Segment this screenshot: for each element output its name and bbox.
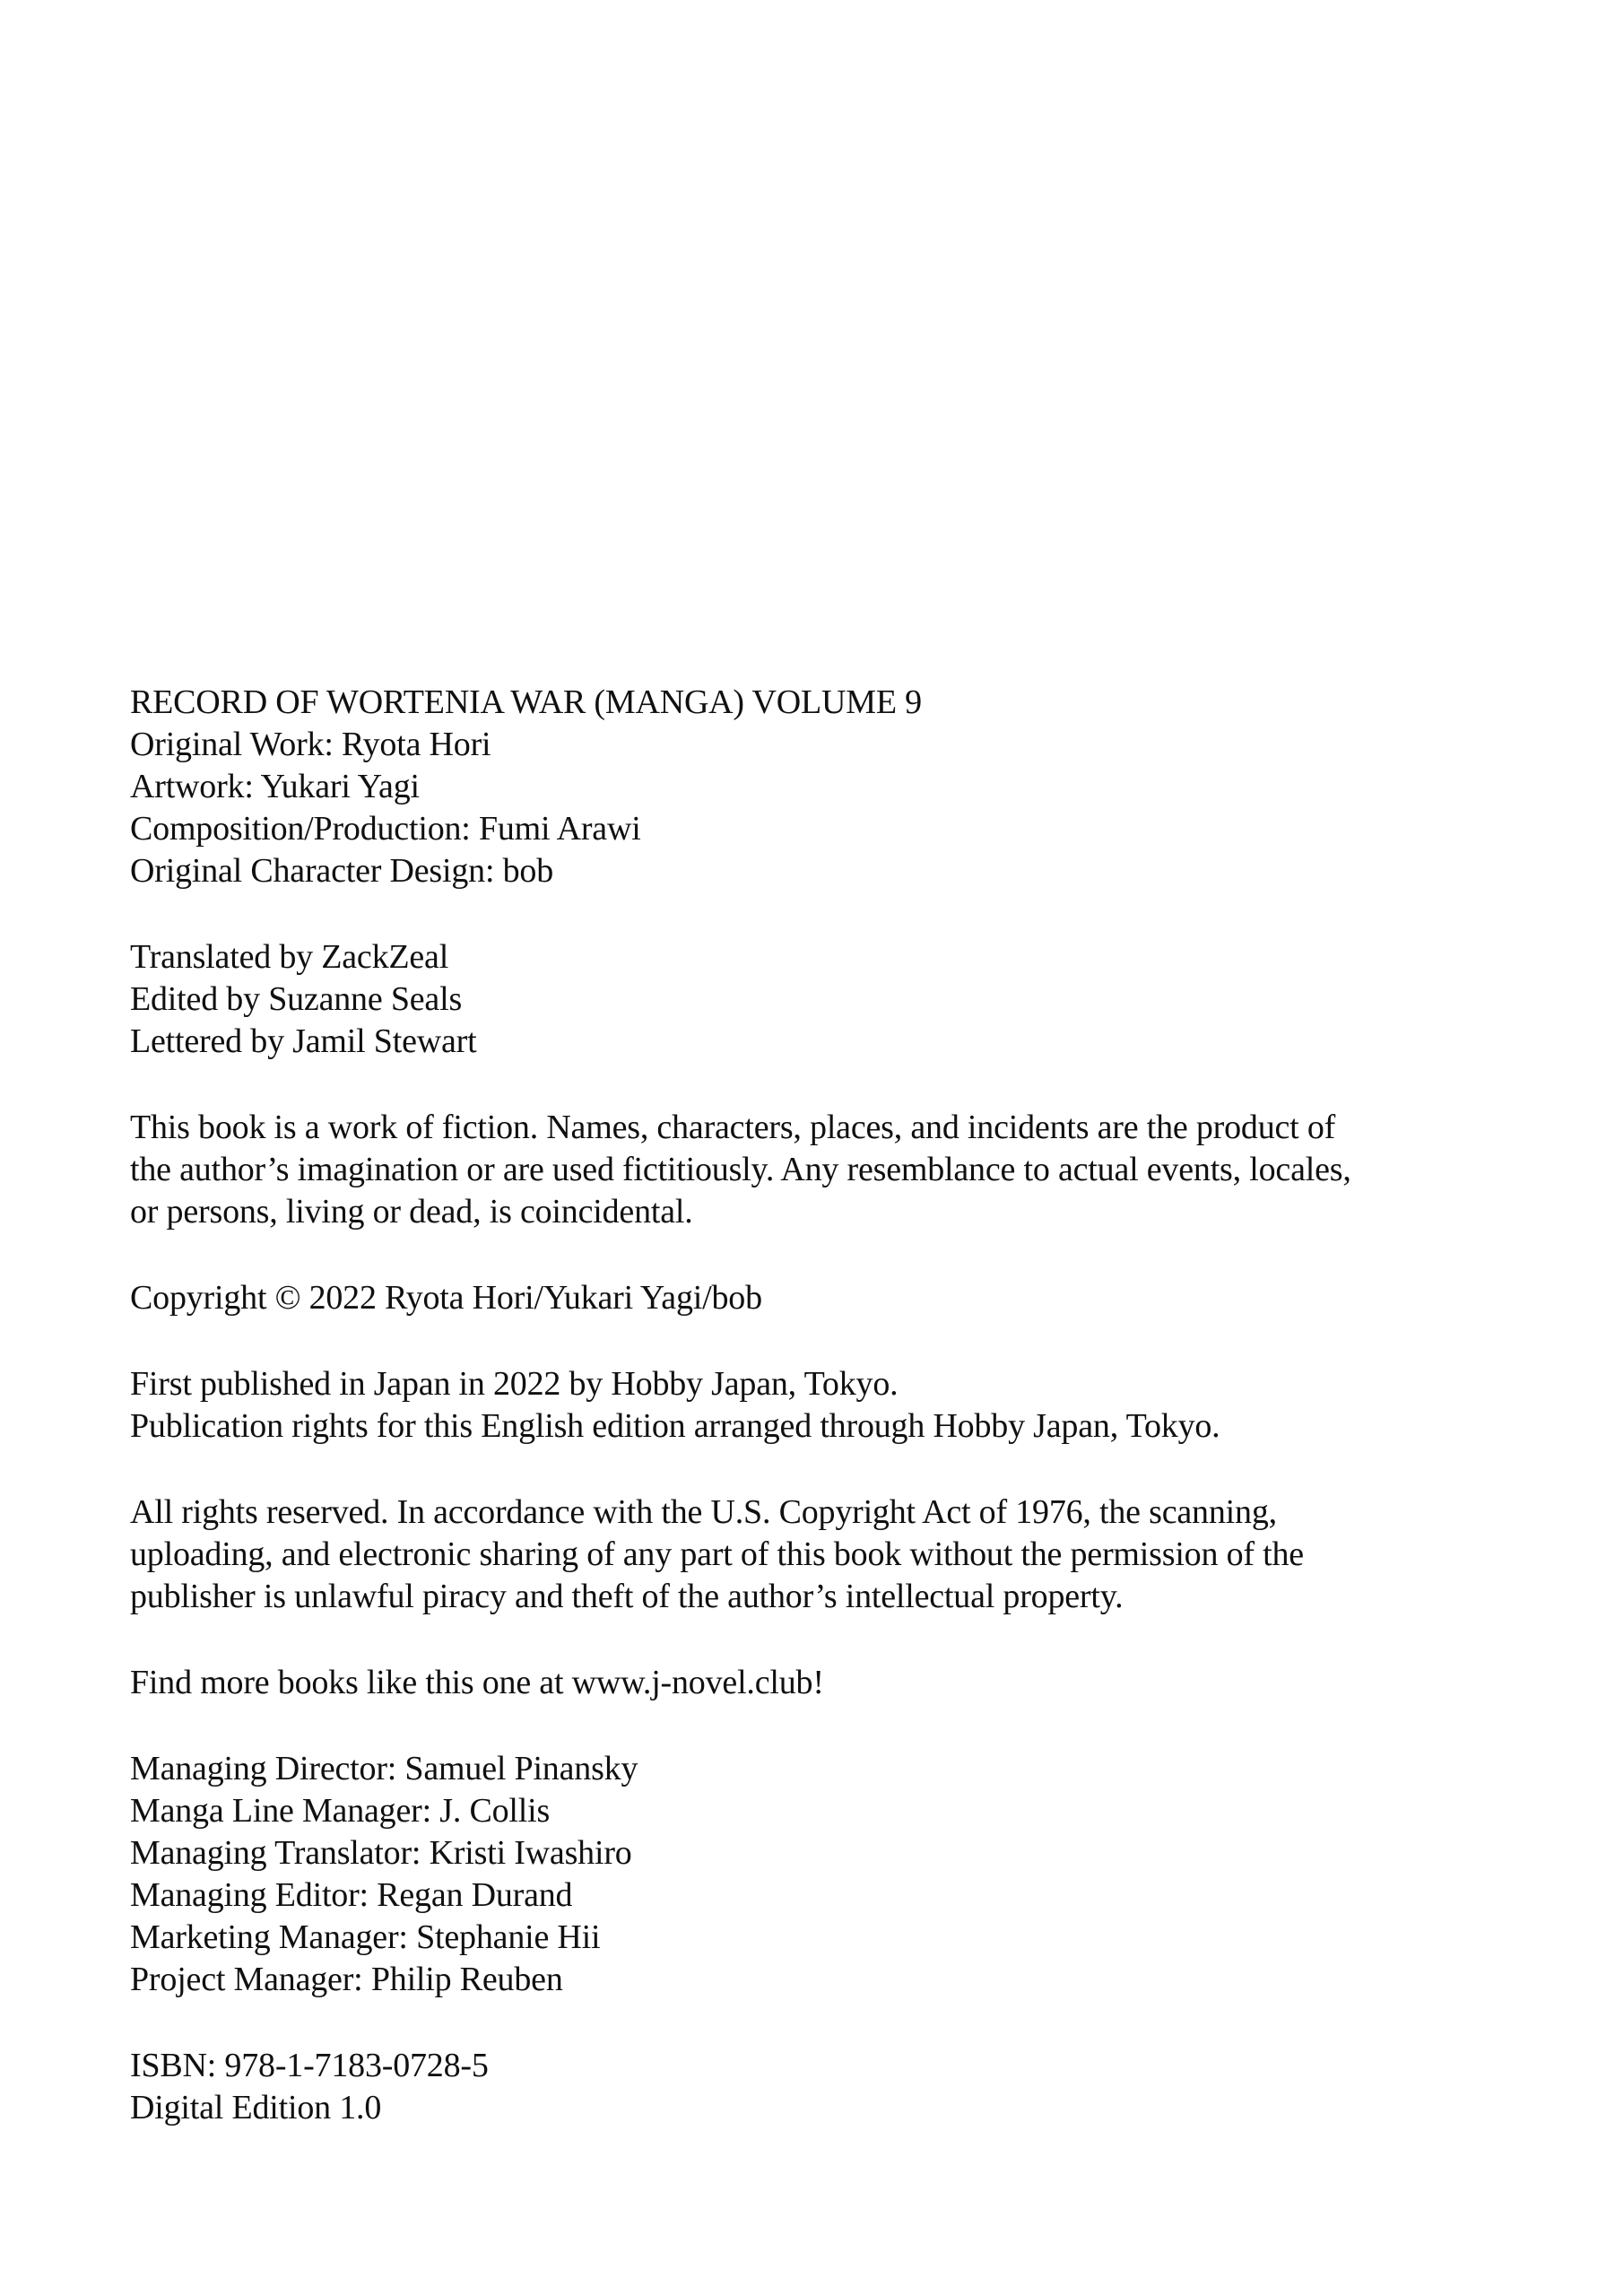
copyright-notice: Copyright © 2022 Ryota Hori/Yukari Yagi/bob	[130, 1279, 762, 1317]
colophon-text-block	[130, 682, 1529, 2129]
letterer-credit: Lettered by Jamil Stewart	[130, 1022, 477, 1060]
rights-reserved-line-1: All rights reserved. In accordance with the U.S. Copyright Act of 1976, the scanning,	[130, 1493, 1277, 1531]
fiction-disclaimer-line-2: the author’s imagination or are used fictitiously. Any resemblance to actual events, locales,	[130, 1151, 1351, 1188]
section-publication	[130, 1363, 1529, 1448]
rights-reserved-line-2: uploading, and electronic sharing of any part of this book without the permission of the	[130, 1535, 1304, 1573]
character-design-credit: Original Character Design: bob	[130, 852, 554, 890]
section-edition-info	[130, 2045, 1529, 2129]
section-localization-staff	[130, 936, 1529, 1063]
section-promo	[130, 1662, 1529, 1704]
section-copyright	[130, 1277, 1529, 1319]
fiction-disclaimer-line-1: This book is a work of fiction. Names, characters, places, and incidents are the product of	[130, 1109, 1336, 1146]
translator-credit: Translated by ZackZeal	[130, 938, 449, 976]
manga-line-manager-credit: Manga Line Manager: J. Collis	[130, 1792, 551, 1830]
book-title: RECORD OF WORTENIA WAR (MANGA) VOLUME 9	[130, 683, 922, 721]
rights-reserved-line-3: publisher is unlawful piracy and theft of the author’s intellectual property.	[130, 1578, 1124, 1615]
managing-editor-credit: Managing Editor: Regan Durand	[130, 1876, 573, 1914]
original-work-credit: Original Work: Ryota Hori	[130, 726, 491, 763]
isbn-line: ISBN: 978-1-7183-0728-5	[130, 2047, 489, 2084]
section-fiction-disclaimer	[130, 1107, 1529, 1233]
composition-credit: Composition/Production: Fumi Arawi	[130, 810, 641, 848]
fiction-disclaimer-line-3: or persons, living or dead, is coincidental.	[130, 1193, 693, 1231]
promo-line: Find more books like this one at www.j-novel.club!	[130, 1664, 824, 1701]
managing-translator-credit: Managing Translator: Kristi Iwashiro	[130, 1834, 632, 1872]
artwork-credit: Artwork: Yukari Yagi	[130, 768, 420, 805]
edition-line: Digital Edition 1.0	[130, 2089, 382, 2126]
first-published-line: First published in Japan in 2022 by Hobby Japan, Tokyo.	[130, 1365, 899, 1403]
project-manager-credit: Project Manager: Philip Reuben	[130, 1961, 563, 1998]
editor-credit: Edited by Suzanne Seals	[130, 980, 463, 1018]
section-rights-reserved	[130, 1492, 1529, 1618]
section-company-staff	[130, 1748, 1529, 2001]
managing-director-credit: Managing Director: Samuel Pinansky	[130, 1750, 638, 1787]
section-title-credits	[130, 682, 1529, 892]
publication-rights-line: Publication rights for this English edition arranged through Hobby Japan, Tokyo.	[130, 1407, 1220, 1445]
marketing-manager-credit: Marketing Manager: Stephanie Hii	[130, 1918, 601, 1956]
